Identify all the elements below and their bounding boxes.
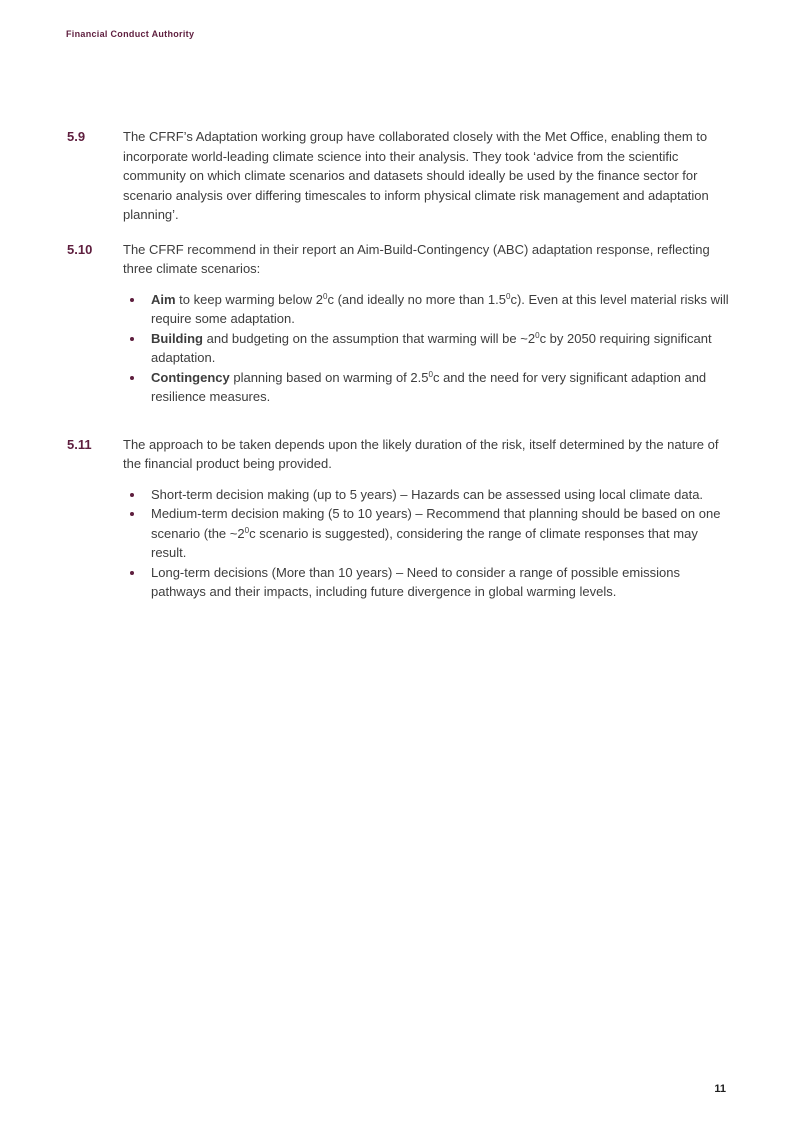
paragraph-body [123,127,732,225]
bullet-item-building: Building and budgeting on the assumption that warming will be $\sim 2^0c$ by 2050 requiring significant adaptation. [123,329,732,368]
paragraph-number: 5.9 [67,129,86,144]
paragraph-number: 5.11 [67,436,92,452]
paragraph-body [123,435,732,615]
paragraph-text: The CFRF’s Adaptation working group have collaborated closely with the Met Office, enabling them to incorporate world-leading climate science into their analysis. They took ‘advice from the scientific community on which climate scenarios and datasets should ideally be used by the finance sector for scenario analysis over differing timescales to inform physical climate risk management and adaptation planning’. [123,129,709,222]
page-number: 11 [714,1083,726,1095]
bullet-item-short-term: Short-term decision making (up to 5 years) – Hazards can be assessed using local climate data. [123,485,732,505]
bullet-list [123,290,732,407]
bullet-item-long-term: Long-term decisions (More than 10 years) – Need to consider a range of possible emissions pathways and their impacts, including future divergence in global warming levels. [123,563,732,602]
document-content [67,127,734,630]
bullet-item-contingency: Contingency planning based on warming of $2.5^0c$ and the need for very significant adaption and resilience measures. [123,368,732,407]
brand-logo-text: Financial Conduct Authority [66,29,195,39]
paragraph-5-11 [67,435,734,615]
bullet-item-aim: Aim to keep warming below $2^0c$ (and ideally no more than $1.5^0c$). Even at this level material risks will require some adaptation. [123,290,732,329]
bullet-list [123,485,732,602]
paragraph-body [123,240,732,420]
paragraph-number: 5.10 [67,241,93,257]
paragraph-5-9 [67,127,734,225]
bullet-item-medium-term: Medium-term decision making (5 to 10 years) – Recommend that planning should be based on one scenario (the $\sim 2^0c$ scenario is suggested), considering the range of climate responses that may result. [123,504,732,563]
paragraph-text: The CFRF recommend in their report an Aim-Build-Contingency (ABC) adaptation response, reflecting three climate scenarios: [123,241,710,276]
paragraph-5-10 [67,240,734,420]
paragraph-text: The approach to be taken depends upon the likely duration of the risk, itself determined by the nature of the financial product being provided. [123,436,719,471]
